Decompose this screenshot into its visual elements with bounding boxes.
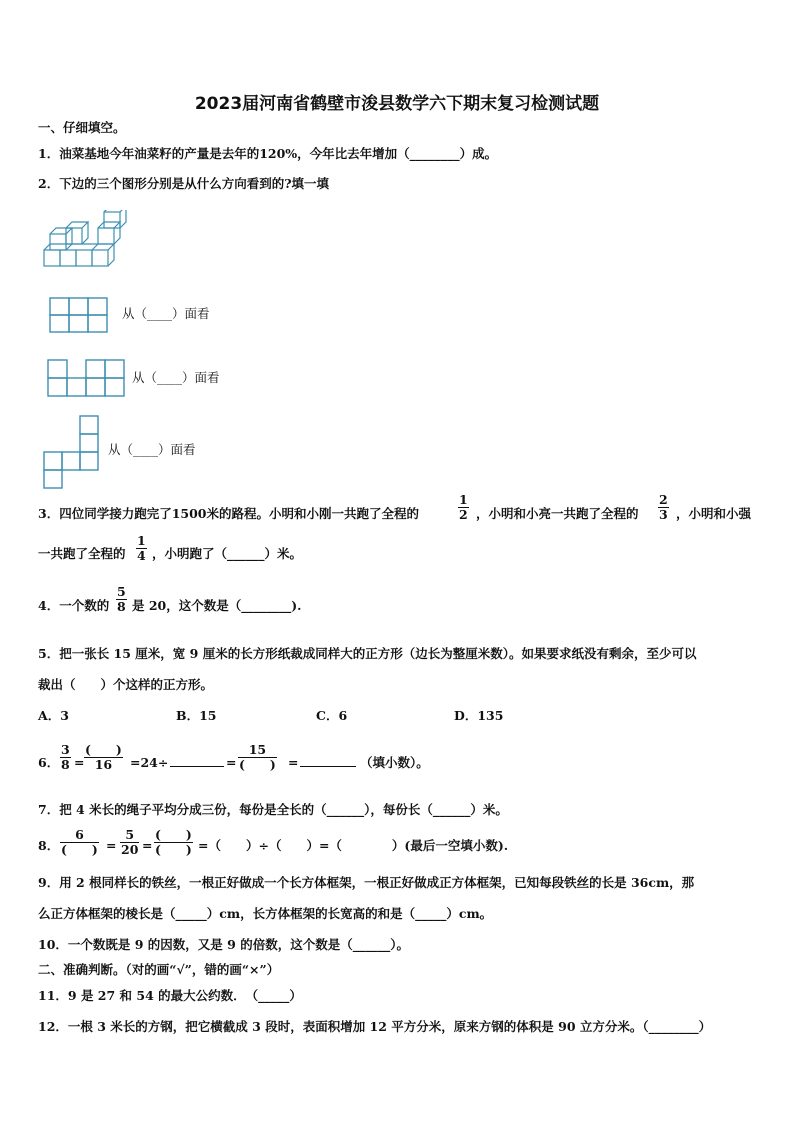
- view-2-label: 从（____）面看: [132, 370, 220, 385]
- question-6-fraction-3: 15 ( ): [239, 742, 276, 772]
- question-6-division: =24÷: [130, 755, 169, 770]
- question-6-label: 6．: [38, 755, 60, 770]
- question-9-line-2: 么正方体框架的棱长是（_____）cm，长方体框架的长宽高的和是（_____）cm。: [38, 906, 493, 921]
- question-6-fraction-1: $\frac{3}{8}$: [61, 742, 70, 772]
- question-2: 2．下边的三个图形分别是从什么方向看到的?填一填: [38, 176, 330, 191]
- question-3-part5: ，小明跑了（______）米。: [152, 546, 303, 561]
- question-8-fraction-3: ( ) ( ): [155, 827, 192, 857]
- view-3-label: 从（____）面看: [108, 442, 196, 457]
- view-figure-1: [48, 296, 110, 336]
- question-11: 11．9 是 27 和 54 的最大公约数． （_____）: [38, 988, 302, 1003]
- section-2-heading: 二、准确判断。（对的画“√”，错的画“×”）: [38, 962, 280, 977]
- question-6-equals-3: =: [288, 755, 299, 770]
- question-3-part3: ，小明和小强: [676, 506, 752, 521]
- option-d: D．135: [454, 708, 504, 723]
- question-3-part2: ，小明和小亮一共跑了全程的: [476, 506, 639, 521]
- question-3-fraction-3: $\frac{1}{4}$: [137, 533, 146, 563]
- option-c: C．6: [316, 708, 348, 723]
- question-5-line-1: 5．把一张长 15 厘米，宽 9 厘米的长方形纸裁成同样大的正方形（边长为整厘米数）。如果要求纸没有剩余，至少可以: [38, 646, 697, 661]
- option-a: A．3: [38, 708, 69, 723]
- question-6-tail: （填小数）。: [360, 755, 429, 770]
- cube-stack-figure: [40, 210, 130, 274]
- section-1-heading: 一、仔细填空。: [38, 120, 126, 135]
- question-7: 7．把 4 米长的绳子平均分成三份，每份是全长的（______），每份长（______）米。: [38, 802, 508, 817]
- question-4-part2: 是 20，这个数是（________).: [132, 598, 302, 613]
- question-8-label: 8．: [38, 838, 60, 853]
- question-10: 10．一个数既是 9 的因数，又是 9 的倍数，这个数是（______）。: [38, 937, 409, 952]
- question-9-line-1: 9．用 2 根同样长的铁丝，一根正好做成一个长方体框架，一根正好做成正方体框架，已知每段铁丝的长是 36cm，那: [38, 875, 695, 890]
- question-1: 1．油菜基地今年油菜籽的产量是去年的120%，今年比去年增加（________）成。: [38, 146, 498, 161]
- page-title: 2023届河南省鹤壁市浚县数学六下期末复习检测试题: [194, 94, 600, 114]
- option-b: B．15: [176, 708, 217, 723]
- question-8-equals-2: =: [142, 838, 153, 853]
- question-8-fraction-1: 6 ( ): [61, 827, 98, 857]
- question-6-blank-2: [300, 755, 356, 771]
- view-figure-3: [40, 414, 102, 490]
- question-3-fraction-2: $\frac{2}{3}$: [659, 492, 668, 522]
- question-6-equals-1: =: [74, 755, 85, 770]
- question-3-fraction-1: $\frac{1}{2}$: [459, 492, 468, 522]
- view-figure-2: [46, 358, 128, 400]
- view-1-label: 从（____）面看: [122, 306, 210, 321]
- question-8-tail: =（ ）÷（ ）=（ ）(最后一空填小数).: [198, 838, 509, 853]
- question-5-line-2: 裁出（ ）个这样的正方形。: [38, 677, 214, 692]
- question-4-fraction: $\frac{5}{8}$: [117, 584, 126, 614]
- question-6-equals-2: =: [226, 755, 237, 770]
- question-8-fraction-2: $\frac{5}{20}$: [121, 827, 139, 857]
- question-12: 12．一根 3 米长的方钢，把它横截成 3 段时，表面积增加 12 平方分米，原来方钢的体积是 90 立方分米。（________）: [38, 1019, 712, 1034]
- question-6-blank-1: [170, 755, 224, 771]
- question-6-fraction-2: ( ) 16: [85, 742, 122, 772]
- question-4-part1: 4．一个数的: [38, 598, 110, 613]
- question-3-part1: 3．四位同学接力跑完了1500米的路程。小明和小刚一共跑了全程的: [38, 506, 419, 521]
- question-8-equals-1: =: [106, 838, 117, 853]
- question-3-part4: 一共跑了全程的: [38, 546, 126, 561]
